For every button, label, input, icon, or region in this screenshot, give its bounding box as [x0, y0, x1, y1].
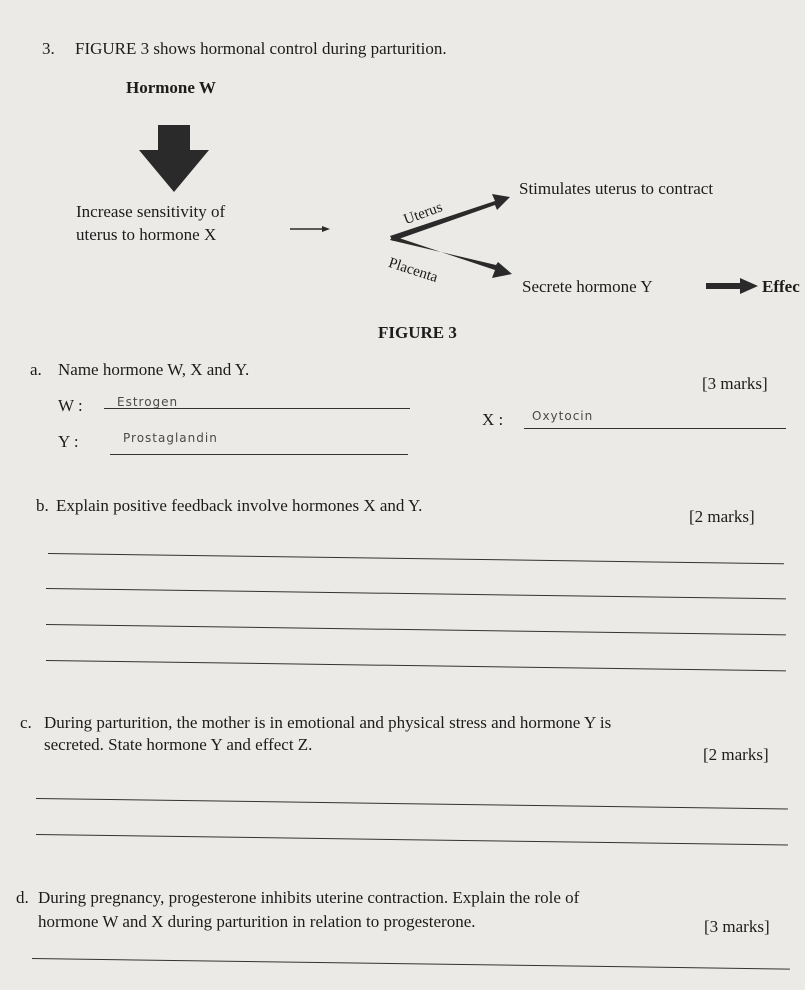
figure-caption: FIGURE 3	[378, 323, 457, 342]
w-answer-line[interactable]	[104, 408, 410, 409]
w-answer: Estrogen	[117, 395, 179, 409]
sensitivity-line1: Increase sensitivity of	[76, 202, 226, 221]
x-label: X :	[482, 410, 504, 429]
x-answer-line[interactable]	[524, 428, 786, 429]
sensitivity-line2	[76, 226, 216, 243]
placenta-label: Placenta	[386, 255, 440, 286]
part-a-question: Name hormone W, X and Y.	[58, 360, 250, 379]
hormone-w-label: Hormone W	[126, 78, 216, 97]
sensitivity-line2-text: uterus to hormone X	[76, 225, 217, 244]
part-d-question-line2: hormone W and X during parturition in relation to progesterone.	[38, 912, 476, 931]
secrete-label: Secrete hormone Y	[522, 277, 653, 296]
y-answer-line[interactable]	[110, 454, 408, 455]
part-c-question-line1: During parturition, the mother is in emotional and physical stress and hormone Y is	[44, 713, 612, 732]
y-label: Y :	[58, 432, 79, 451]
part-b-label: b.	[36, 496, 49, 515]
part-c-label: c.	[20, 713, 32, 732]
part-d-marks: [3 marks]	[704, 917, 770, 936]
x-answer: Oxytocin	[532, 409, 594, 423]
part-c-question-line2: secreted. State hormone Y and effect Z.	[44, 735, 313, 754]
uterus-label: Uterus	[401, 199, 445, 229]
question-number: 3.	[42, 39, 55, 58]
part-b-marks: [2 marks]	[689, 507, 755, 526]
y-answer: Prostaglandin	[123, 431, 218, 445]
part-d-label: d.	[16, 888, 29, 907]
part-a-marks: [3 marks]	[702, 374, 768, 393]
down-arrow-icon	[139, 125, 209, 192]
part-d-question-line1: During pregnancy, progesterone inhibits uterine contraction. Explain the role of	[38, 888, 580, 907]
w-label: W :	[58, 396, 83, 415]
part-b-question: Explain positive feedback involve hormones X and Y.	[56, 496, 423, 515]
stimulates-label: Stimulates uterus to contract	[519, 179, 714, 198]
effect-arrow-icon	[706, 278, 758, 294]
question-intro: FIGURE 3 shows hormonal control during parturition.	[75, 39, 447, 58]
effect-label: Effec	[762, 277, 800, 296]
part-a-label: a.	[30, 360, 42, 379]
part-c-marks: [2 marks]	[703, 745, 769, 764]
